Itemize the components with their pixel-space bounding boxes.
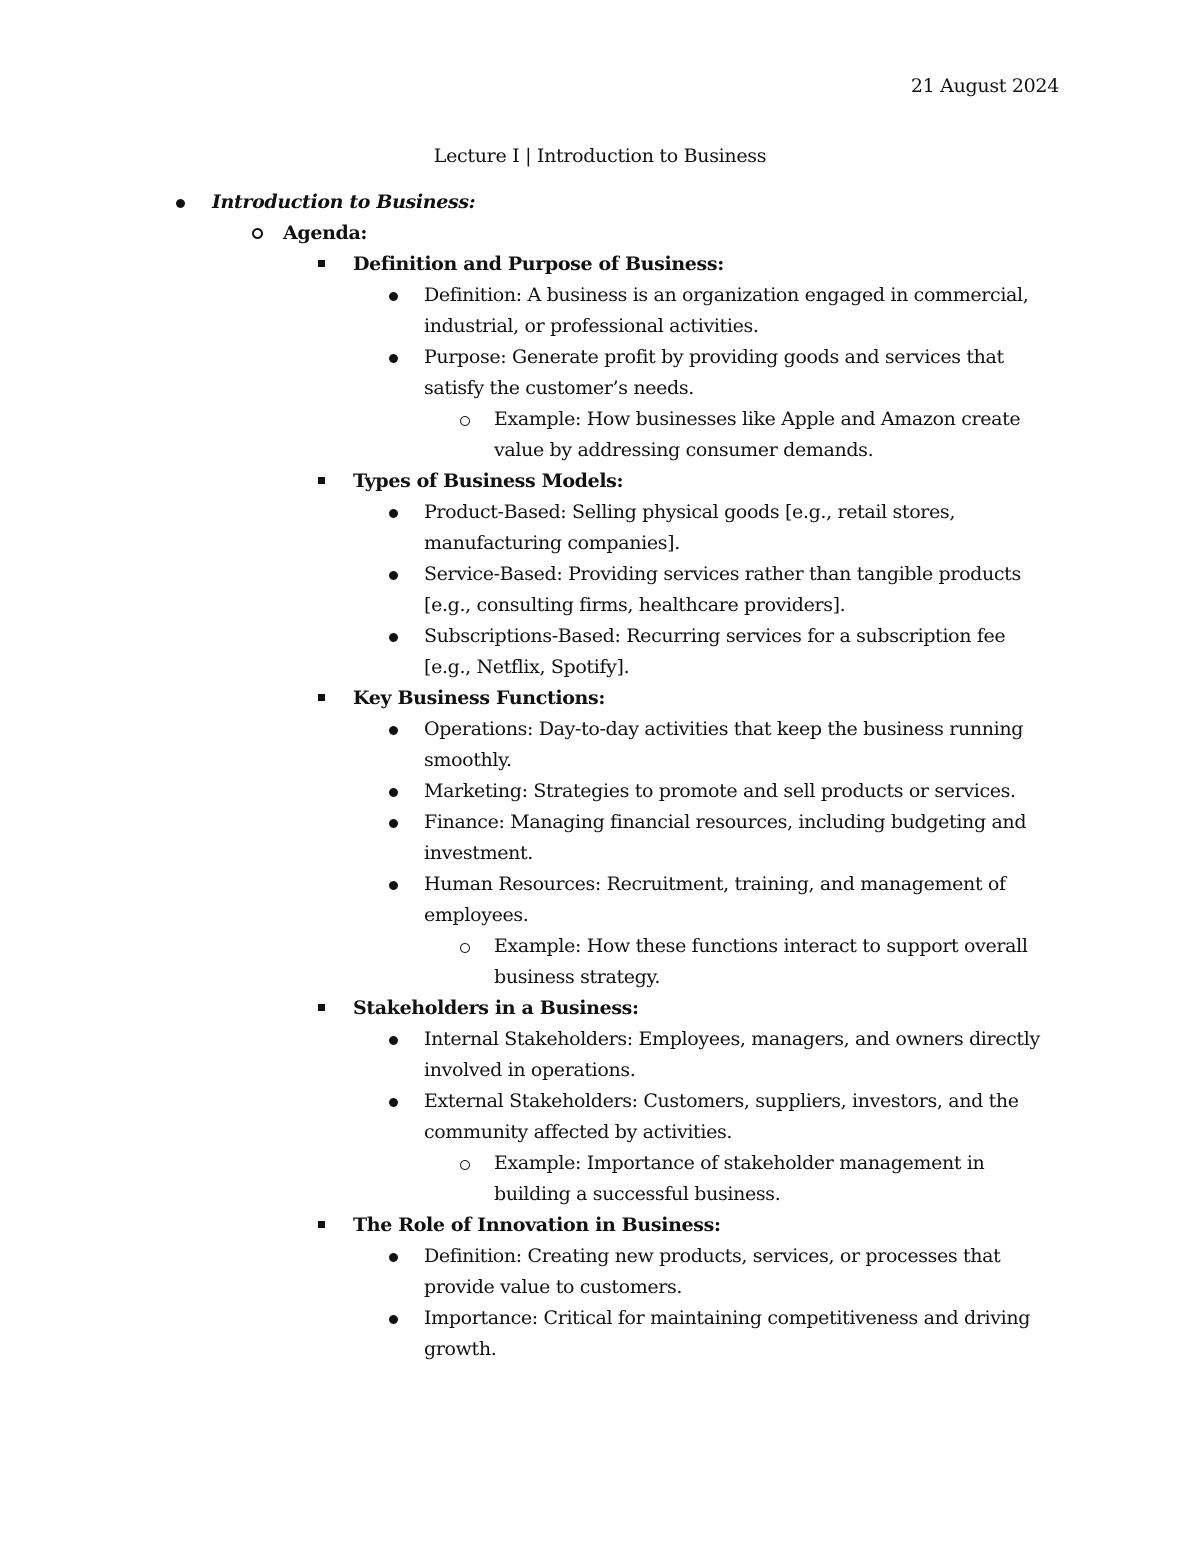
list-item-text: smoothly. <box>424 749 512 771</box>
disc-bullet-icon <box>176 199 185 208</box>
list-item <box>0 807 1200 838</box>
list-item-text: [e.g., consulting firms, healthcare providers]. <box>424 594 846 616</box>
list-item <box>0 1055 1200 1086</box>
list-item-text: Human Resources: Recruitment, training, and management of <box>424 873 1006 895</box>
disc-bullet-icon <box>389 726 398 735</box>
outline-heading-text: Introduction to Business: <box>212 191 476 213</box>
list-item-text: involved in operations. <box>424 1059 636 1081</box>
section-heading <box>0 249 1200 280</box>
disc-bullet-icon <box>389 1098 398 1107</box>
list-item <box>0 1334 1200 1365</box>
list-item <box>0 311 1200 342</box>
list-item-text: Product-Based: Selling physical goods [e.g., retail stores, <box>424 501 956 523</box>
list-item-text: industrial, or professional activities. <box>424 315 759 337</box>
list-item <box>0 745 1200 776</box>
list-item <box>0 280 1200 311</box>
list-item-text: investment. <box>424 842 533 864</box>
circle-bullet-icon <box>460 1160 470 1170</box>
list-item-text: [e.g., Netflix, Spotify]. <box>424 656 630 678</box>
example-item <box>0 435 1200 466</box>
list-item <box>0 714 1200 745</box>
square-bullet-icon <box>318 477 325 484</box>
section-heading-text: Stakeholders in a Business: <box>353 997 639 1019</box>
list-item-text: provide value to customers. <box>424 1276 683 1298</box>
example-item <box>0 931 1200 962</box>
example-item-text: Example: How businesses like Apple and Amazon create <box>494 408 1021 430</box>
example-item-text: building a successful business. <box>494 1183 781 1205</box>
disc-bullet-icon <box>389 633 398 642</box>
list-item-text: Importance: Critical for maintaining competitiveness and driving <box>424 1307 1031 1329</box>
list-item-text: community affected by activities. <box>424 1121 733 1143</box>
section-heading <box>0 466 1200 497</box>
list-item <box>0 528 1200 559</box>
example-item-text: value by addressing consumer demands. <box>494 439 874 461</box>
list-item-text: Operations: Day-to-day activities that keep the business running <box>424 718 1024 740</box>
list-item-text: employees. <box>424 904 529 926</box>
disc-bullet-icon <box>389 819 398 828</box>
list-item <box>0 900 1200 931</box>
agenda-heading <box>0 218 1200 249</box>
list-item-text: Finance: Managing financial resources, including budgeting and <box>424 811 1027 833</box>
list-item <box>0 497 1200 528</box>
list-item <box>0 1117 1200 1148</box>
list-item <box>0 652 1200 683</box>
disc-bullet-icon <box>389 1315 398 1324</box>
document-date: 21 August 2024 <box>910 75 1059 97</box>
example-item-text: Example: Importance of stakeholder management in <box>494 1152 985 1174</box>
list-item-text: growth. <box>424 1338 497 1360</box>
list-item <box>0 1303 1200 1334</box>
list-item-text: Internal Stakeholders: Employees, managers, and owners directly <box>424 1028 1040 1050</box>
example-item <box>0 962 1200 993</box>
disc-bullet-icon <box>389 292 398 301</box>
list-item <box>0 342 1200 373</box>
circle-bullet-icon <box>252 228 263 239</box>
list-item-text: Definition: Creating new products, services, or processes that <box>424 1245 1001 1267</box>
list-item-text: Subscriptions-Based: Recurring services for a subscription fee <box>424 625 1006 647</box>
list-item <box>0 1272 1200 1303</box>
outline-heading <box>0 187 1200 218</box>
list-item <box>0 838 1200 869</box>
square-bullet-icon <box>318 260 325 267</box>
page-title: Lecture I | Introduction to Business <box>433 145 767 167</box>
list-item <box>0 1024 1200 1055</box>
section-heading-text: Definition and Purpose of Business: <box>353 253 724 275</box>
list-item <box>0 373 1200 404</box>
disc-bullet-icon <box>389 354 398 363</box>
list-item <box>0 776 1200 807</box>
list-item-text: Definition: A business is an organization engaged in commercial, <box>424 284 1029 306</box>
section-heading-text: Types of Business Models: <box>353 470 624 492</box>
square-bullet-icon <box>318 1221 325 1228</box>
list-item-text: Service-Based: Providing services rather than tangible products <box>424 563 1021 585</box>
section-heading-text: The Role of Innovation in Business: <box>353 1214 721 1236</box>
list-item-text: Marketing: Strategies to promote and sell products or services. <box>424 780 1016 802</box>
list-item <box>0 1086 1200 1117</box>
list-item-text: External Stakeholders: Customers, suppliers, investors, and the <box>424 1090 1019 1112</box>
list-item <box>0 621 1200 652</box>
list-item-text: satisfy the customer’s needs. <box>424 377 694 399</box>
disc-bullet-icon <box>389 571 398 580</box>
circle-bullet-icon <box>460 943 470 953</box>
square-bullet-icon <box>318 1004 325 1011</box>
section-heading <box>0 993 1200 1024</box>
list-item <box>0 559 1200 590</box>
section-heading-text: Key Business Functions: <box>353 687 606 709</box>
agenda-heading-text: Agenda: <box>283 222 368 244</box>
section-heading <box>0 1210 1200 1241</box>
circle-bullet-icon <box>460 416 470 426</box>
list-item-text: manufacturing companies]. <box>424 532 680 554</box>
example-item <box>0 404 1200 435</box>
example-item <box>0 1148 1200 1179</box>
disc-bullet-icon <box>389 509 398 518</box>
example-item <box>0 1179 1200 1210</box>
list-item-text: Purpose: Generate profit by providing goods and services that <box>424 346 1004 368</box>
disc-bullet-icon <box>389 1253 398 1262</box>
list-item <box>0 1241 1200 1272</box>
list-item <box>0 590 1200 621</box>
square-bullet-icon <box>318 694 325 701</box>
example-item-text: Example: How these functions interact to support overall <box>494 935 1028 957</box>
example-item-text: business strategy. <box>494 966 661 988</box>
disc-bullet-icon <box>389 788 398 797</box>
list-item <box>0 869 1200 900</box>
section-heading <box>0 683 1200 714</box>
disc-bullet-icon <box>389 881 398 890</box>
disc-bullet-icon <box>389 1036 398 1045</box>
